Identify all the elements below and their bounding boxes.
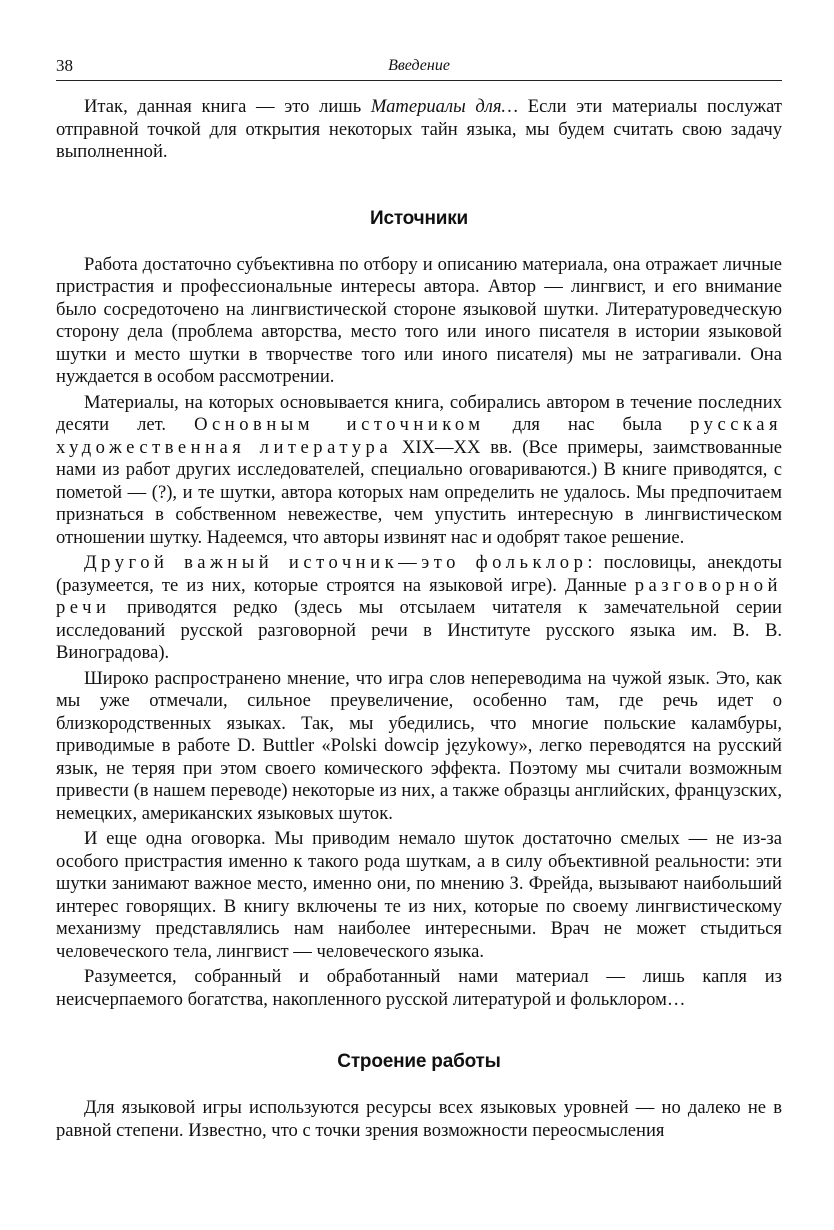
p2-text: Материалы, на которых основывается книга, собирались автором в течение последних десяти лет. bbox=[56, 391, 782, 435]
sources-paragraph-3 bbox=[56, 552, 782, 665]
p2-text-2: для нас была bbox=[484, 414, 691, 435]
structure-paragraph-1: Для языковой игры используются ресурсы всех языковых уровней — но далеко не в равной степени. Известно, что с точки зрения возможности переосмысления bbox=[56, 1097, 782, 1141]
p2-spaced-russian-literature: русская художественная литература bbox=[56, 414, 783, 458]
book-title-italic: Материалы для… bbox=[370, 96, 519, 117]
p3-spaced-folklore: Другой важный источник—это фольклор bbox=[84, 552, 588, 573]
sources-paragraph-1: Работа достаточно субъективна по отбору и описанию материала, она отражает личные пристрастия и профессиональные интересы автора. Автор — лингвист, и его внимание было сосредоточено на лингвистической стороне языковой шутки. Литературоведческую сторону дела (проблема авторства, место того или иного писателя в истории языковой шутки и место шутки в творчестве того или иного писателя) мы не затрагивали. Она нуждается в особом рассмотрении. bbox=[56, 253, 782, 387]
p3-text: : пословицы, анекдоты (разумеется, те из них, которые строятся на языковой игре). Данные bbox=[56, 552, 782, 596]
sources-paragraph-4: Широко распространено мнение, что игра слов непереводима на чужой язык. Это, как мы уже отмечали, сильное преувеличение, особенно там, где речь идет о близкородственных языках. Так, мы убедились, что многие польские каламбуры, приводимые в работе D. Buttler «Polski dowcip językowy», легко переводятся на русский язык, не теряя при этом своего комического эффекта. Поэтому мы считали возможным привести (в нашем переводе) некоторые из них, а также образцы английских, французских, немецких, американских языковых шуток. bbox=[56, 667, 782, 824]
p3-spaced-colloquial-speech: разговорной речи bbox=[56, 574, 782, 618]
sources-paragraph-5: И еще одна оговорка. Мы приводим немало шуток достаточно смелых — не из-за особого пристрастия именно к такого рода шуткам, а в силу объективной реальности: эти шутки занимают важное место, именно они, по мнению З. Фрейда, вызывают наибольший интерес говорящих. В книгу включены те из них, которые по своему лингвистическому механизму представлялись нам наиболее интересными. Врач не может стыдиться человеческого тела, лингвист — человеческого языка. bbox=[56, 828, 782, 962]
page-header bbox=[56, 52, 782, 81]
p2-spaced-main-source: Основным источником bbox=[194, 414, 485, 435]
intro-text: Итак, данная книга — это лишь bbox=[84, 96, 371, 117]
page-number: 38 bbox=[56, 56, 73, 75]
section-heading-structure: Строение работы bbox=[337, 1051, 501, 1072]
running-title: Введение bbox=[388, 57, 450, 74]
section-heading-sources: Источники bbox=[370, 207, 468, 229]
sources-paragraph-2 bbox=[56, 392, 782, 550]
p2-text-3: XIX—XX вв. (Все примеры, заимствованные нами из работ других исследователей, специально оговариваются.) В книге приводятся, с пометой — (?), и те шутки, автора которых нам определить не удалось. Мы предпочитаем признаться в собственном невежестве, чем упустить интересную в лингвистическом отношении шутку. Надеемся, что авторы извинят нас и одобрят такое решение. bbox=[56, 436, 782, 548]
sources-paragraph-6: Разумеется, собранный и обработанный нами материал — лишь капля из неисчерпаемого богатства, накопленного русской литературой и фольклором… bbox=[56, 966, 782, 1010]
p3-text-2: приводятся редко (здесь мы отсылаем читателя к замечательной серии исследований русской разговорной речи в Институте русского языка им. В. В. Виноградова). bbox=[56, 597, 782, 663]
intro-paragraph bbox=[56, 96, 782, 164]
page-content bbox=[56, 96, 782, 1142]
intro-text-cont: Если эти материалы послужат отправной точкой для открытия некоторых тайн языка, мы будем считать свою задачу выполненной. bbox=[56, 96, 782, 162]
